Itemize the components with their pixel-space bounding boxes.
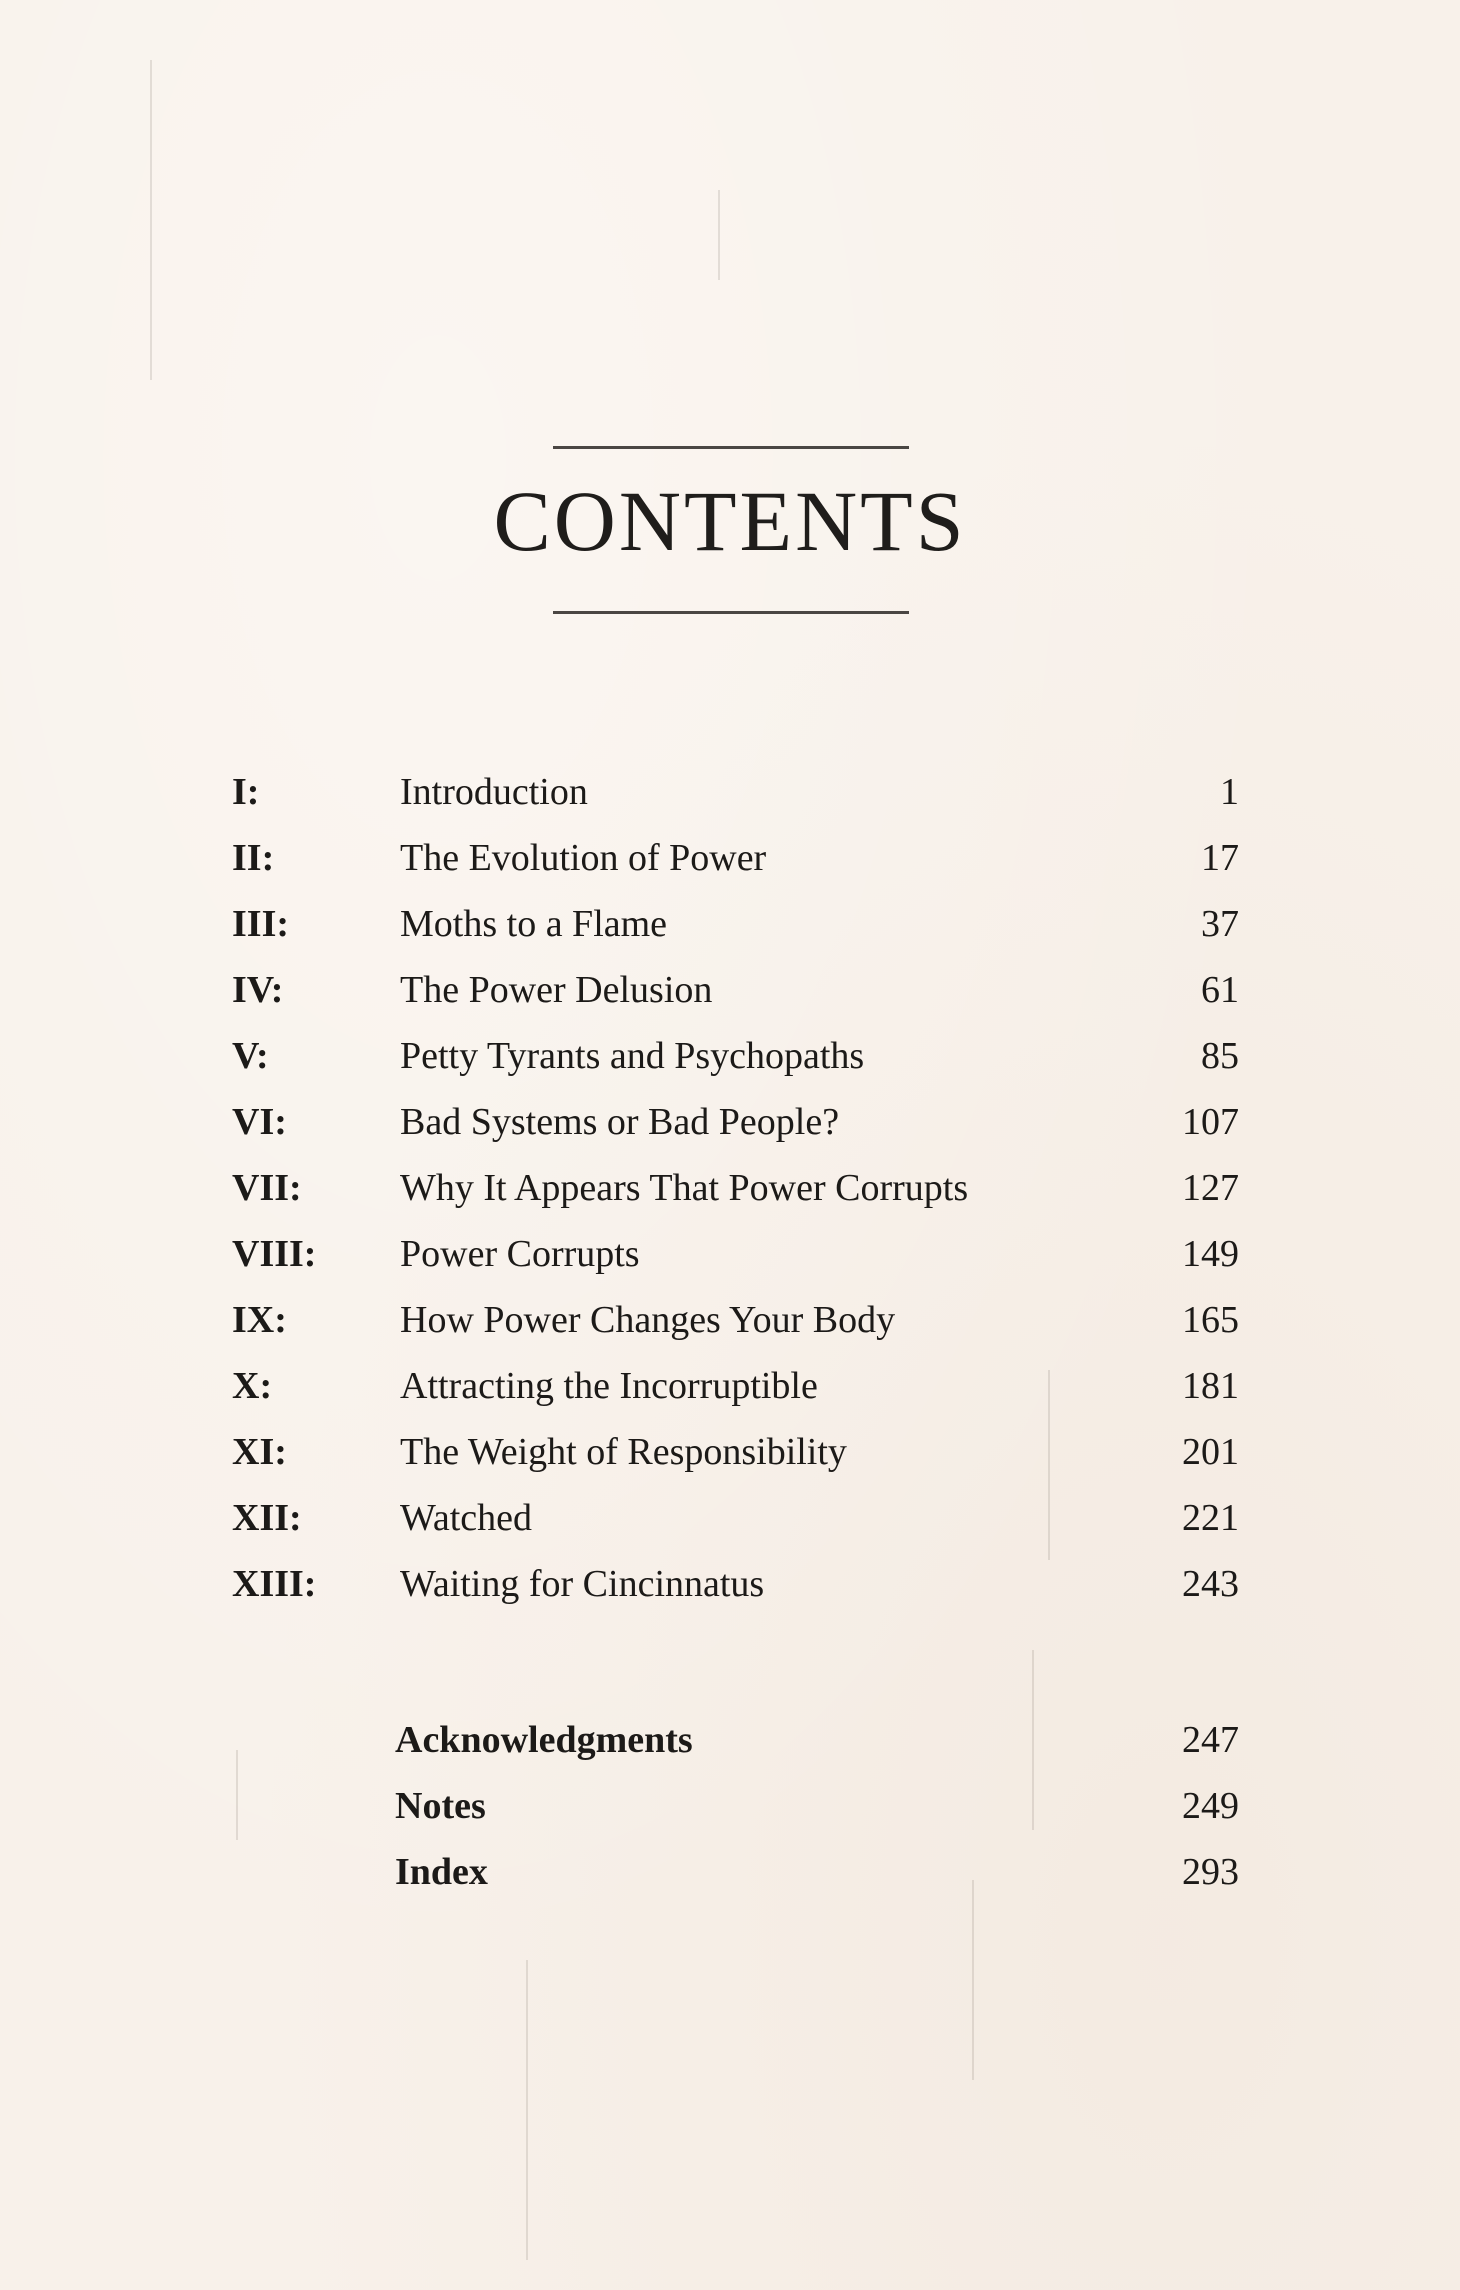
page-number: 61 (1201, 969, 1239, 1011)
page-number: 37 (1201, 903, 1239, 945)
paper-scuff (150, 60, 152, 380)
toc-row (0, 1422, 1460, 1482)
back-matter-row (0, 1776, 1460, 1836)
chapter-title: Why It Appears That Power Corrupts (400, 1167, 969, 1209)
chapter-numeral: III: (232, 903, 290, 945)
page-number: 201 (1182, 1431, 1239, 1473)
toc-row (0, 1158, 1460, 1218)
chapter-numeral: XII: (232, 1497, 302, 1539)
back-matter-row (0, 1842, 1460, 1902)
chapter-title: Attracting the Incorruptible (400, 1365, 818, 1407)
page-number: 165 (1182, 1299, 1239, 1341)
page-number: 243 (1182, 1563, 1239, 1605)
page-number: 249 (1182, 1785, 1239, 1827)
page-title: CONTENTS (493, 473, 967, 569)
page-number: 85 (1201, 1035, 1239, 1077)
chapter-title: Waiting for Cincinnatus (400, 1563, 765, 1605)
page-number: 1 (1220, 771, 1239, 813)
toc-row (0, 1026, 1460, 1086)
page-number: 247 (1182, 1719, 1239, 1761)
back-matter-row (0, 1710, 1460, 1770)
chapter-title: Bad Systems or Bad People? (400, 1101, 840, 1143)
chapter-title: Power Corrupts (400, 1233, 640, 1275)
paper-scuff (718, 190, 720, 280)
chapter-title: Petty Tyrants and Psychopaths (400, 1035, 865, 1077)
chapter-numeral: XI: (232, 1431, 287, 1473)
chapter-numeral: IX: (232, 1299, 287, 1341)
chapter-numeral: IV: (232, 969, 284, 1011)
chapter-title: Watched (400, 1497, 532, 1539)
chapter-title: How Power Changes Your Body (400, 1299, 896, 1341)
back-matter-title: Index (395, 1851, 488, 1893)
chapter-numeral: X: (232, 1365, 273, 1407)
page-number: 107 (1182, 1101, 1239, 1143)
heading-rule-top (553, 446, 909, 449)
paper-scuff (526, 1960, 528, 2260)
page-number: 181 (1182, 1365, 1239, 1407)
chapter-title: The Power Delusion (400, 969, 713, 1011)
chapter-title: The Evolution of Power (400, 837, 767, 879)
chapter-title: Moths to a Flame (400, 903, 668, 945)
toc-row (0, 1290, 1460, 1350)
page-number: 221 (1182, 1497, 1239, 1539)
paper-scuff (972, 1880, 974, 2080)
toc-row (0, 762, 1460, 822)
toc-row (0, 894, 1460, 954)
heading-rule-bottom (553, 611, 909, 614)
chapter-numeral: V: (232, 1035, 269, 1077)
toc-row (0, 1488, 1460, 1548)
page-number: 127 (1182, 1167, 1239, 1209)
chapter-numeral: VI: (232, 1101, 287, 1143)
page-number: 17 (1201, 837, 1239, 879)
toc-row (0, 1092, 1460, 1152)
chapter-numeral: II: (232, 837, 275, 879)
chapter-title: The Weight of Responsibility (400, 1431, 847, 1473)
chapter-numeral: VIII: (232, 1233, 317, 1275)
toc-row (0, 1356, 1460, 1416)
chapter-numeral: VII: (232, 1167, 302, 1209)
toc-row (0, 1224, 1460, 1284)
page-number: 149 (1182, 1233, 1239, 1275)
chapter-numeral: XIII: (232, 1563, 317, 1605)
back-matter-title: Notes (395, 1785, 486, 1827)
page-number: 293 (1182, 1851, 1239, 1893)
back-matter-title: Acknowledgments (395, 1719, 693, 1761)
chapter-title: Introduction (400, 771, 588, 813)
toc-row (0, 828, 1460, 888)
toc-row (0, 960, 1460, 1020)
toc-row (0, 1554, 1460, 1614)
chapter-numeral: I: (232, 771, 260, 813)
